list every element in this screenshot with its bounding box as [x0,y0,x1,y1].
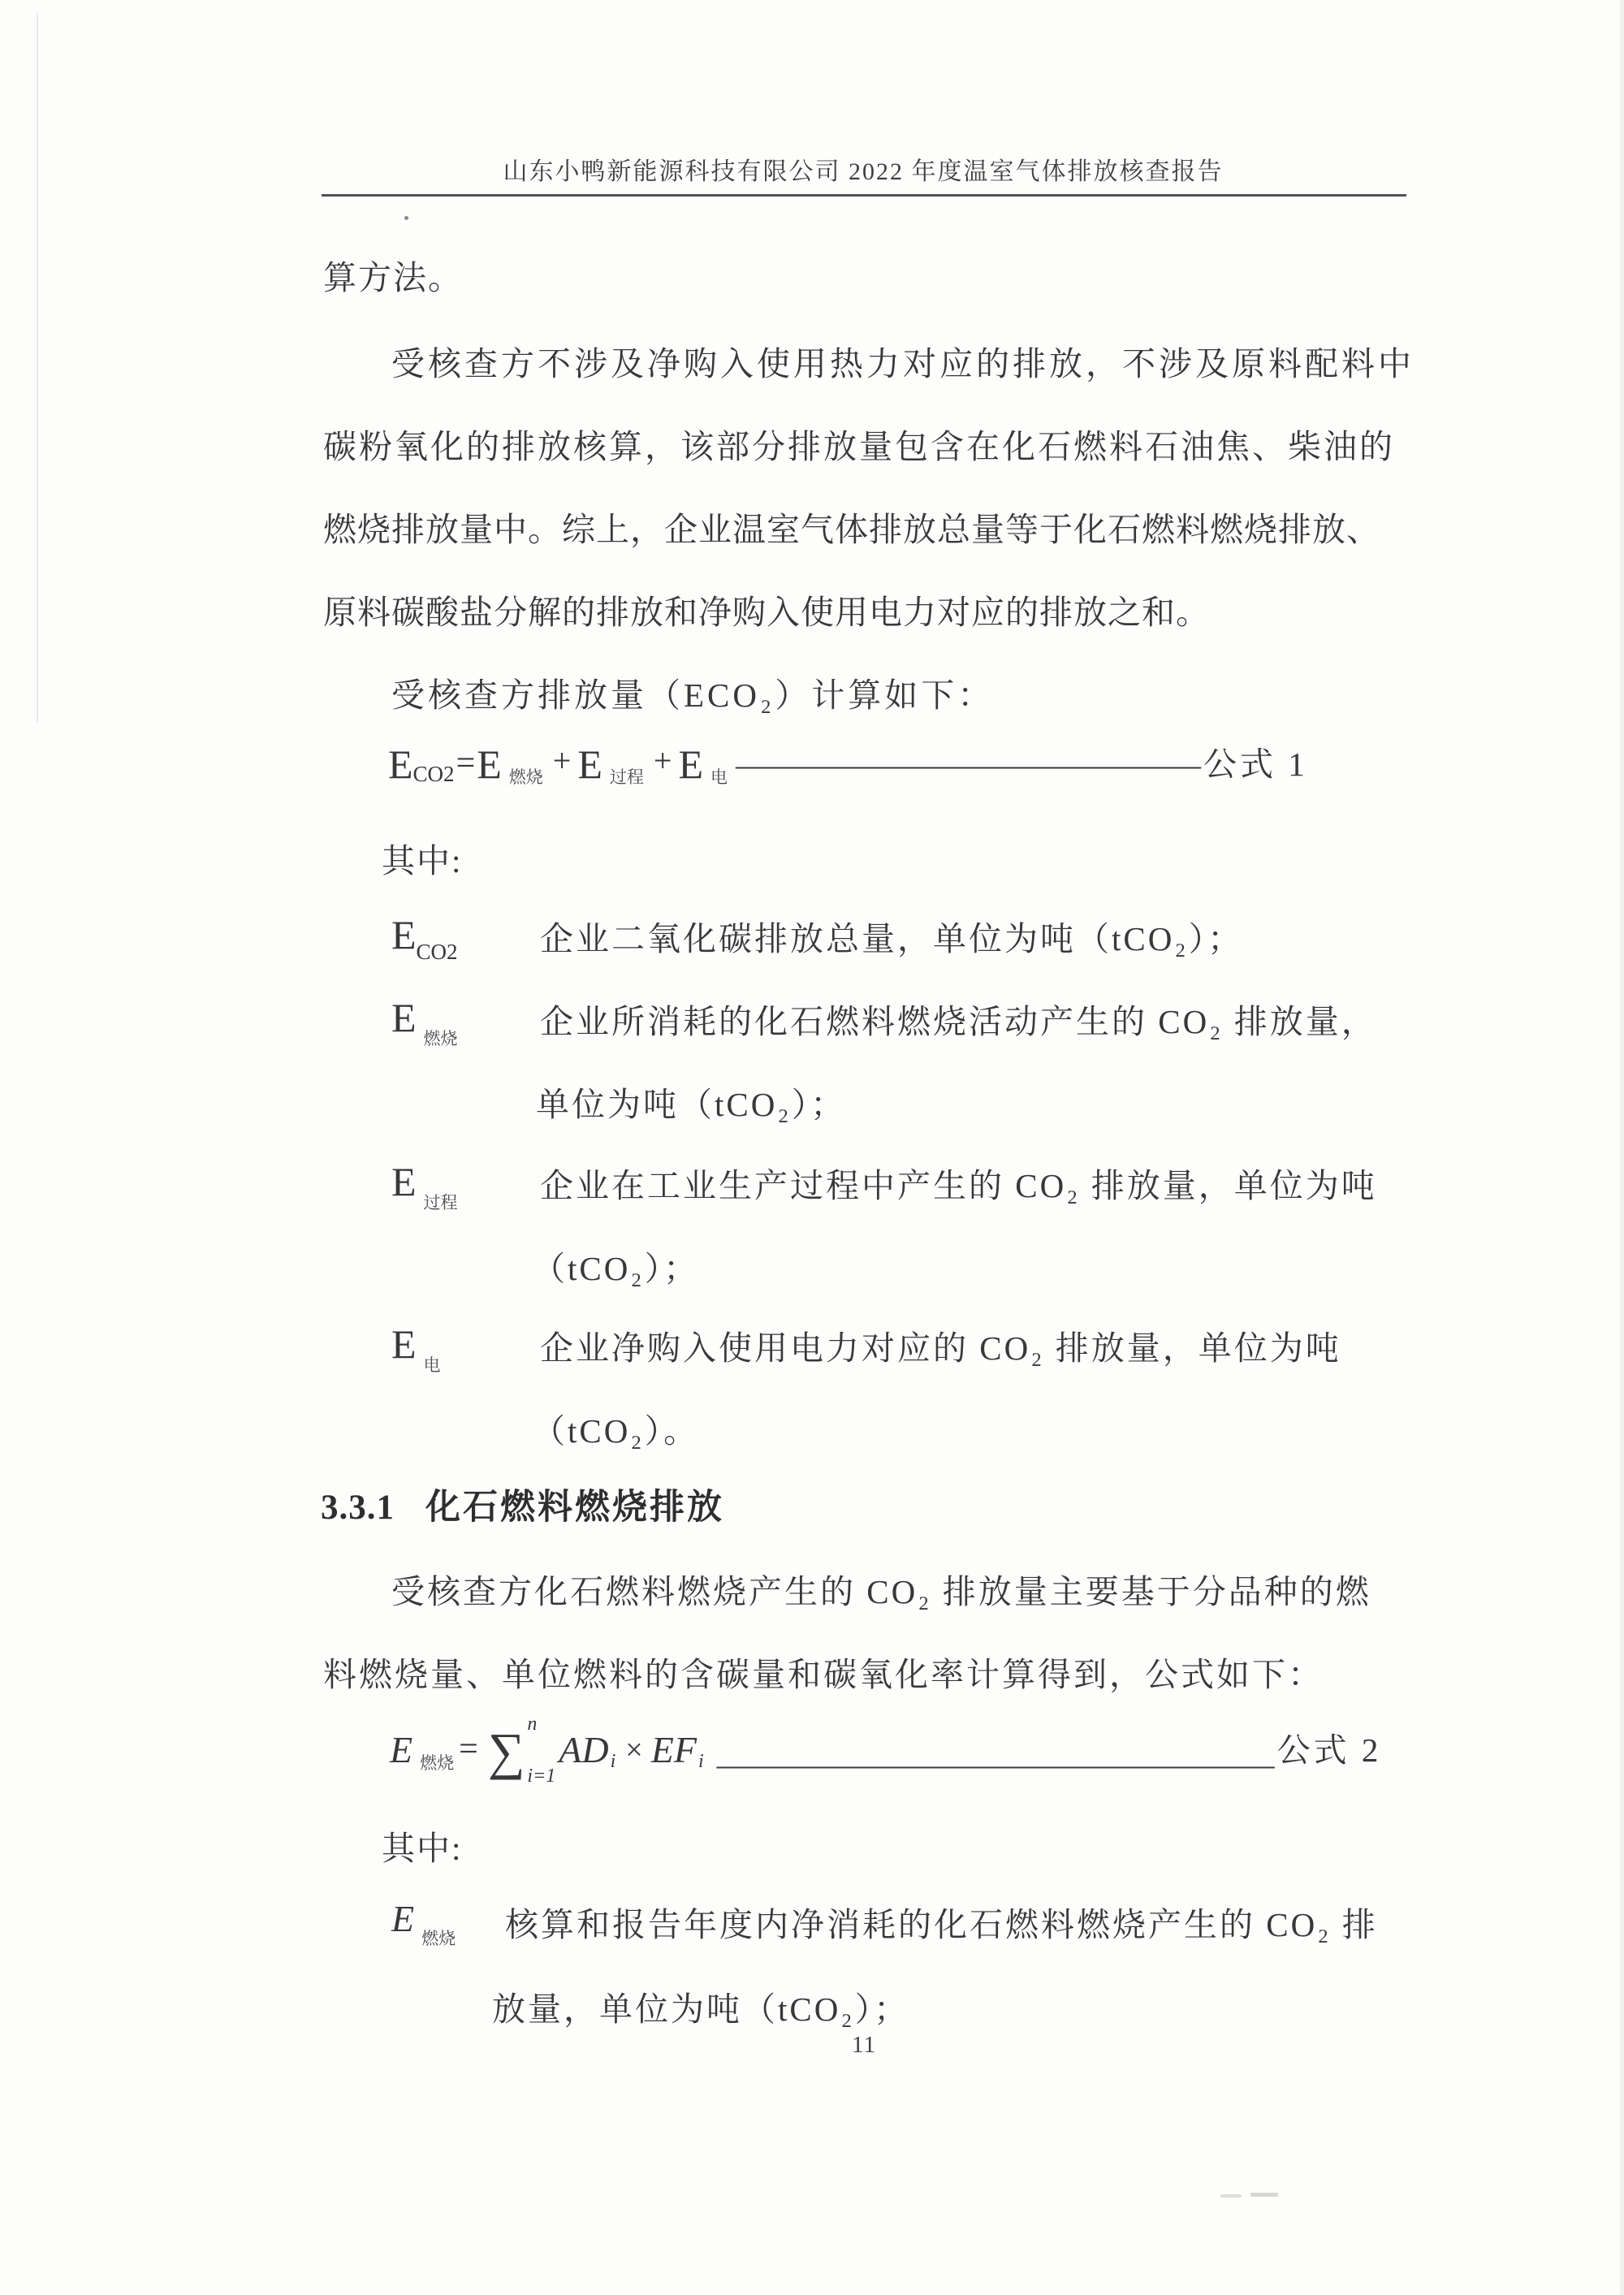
formula-leader-dashes: ——————————————— [736,745,1199,783]
calc-intro-line: 受核查方排放量（ECO₂）计算如下： [391,676,995,714]
term-symbol: E [391,912,417,957]
body-line: 算方法。 [323,259,463,296]
formula2-term-subscript: i [610,1750,616,1772]
formula-leader-dashes: —————————————————— [716,1744,1272,1783]
header-rule [322,194,1406,197]
formula1-term: E [678,741,704,787]
formula1-term-subscript: 过程 [609,767,644,787]
paragraph-line: 受核查方不涉及净购入使用热力对应的排放，不涉及原料配料中 [391,345,1415,382]
running-header: 山东小鸭新能源科技有限公司 2022 年度温室气体排放核查报告 [503,158,1224,185]
definition-term [391,1321,444,1375]
sigma-symbol: ∑ [487,1722,525,1780]
formula1-term: E [477,741,502,787]
multiply-sign: × [625,1732,643,1767]
formula2-term: AD [559,1729,609,1770]
definition-text: 企业二氧化碳排放总量，单位为吨（tCO₂）； [540,920,1244,957]
paragraph-line: 碳粉氧化的排放核算，该部分排放量包含在化石燃料石油焦、柴油的 [323,428,1395,465]
paragraph-line: 受核查方化石燃料燃烧产生的 CO₂ 排放量主要基于分品种的燃 [391,1573,1371,1610]
formula2-lhs-subscript: 燃烧 [420,1753,455,1773]
definition-term [391,1898,459,1948]
definition-text: 企业净购入使用电力对应的 CO₂ 排放量，单位为吨 [540,1329,1341,1367]
term-symbol: E [391,1159,417,1204]
definition-text: （tCO₂）。 [532,1412,700,1450]
formula1-term-subscript: 燃烧 [508,767,543,787]
among-label: 其中: [382,842,463,880]
term-symbol: E [391,1321,417,1367]
equals-sign: = [456,745,476,783]
definition-text: 放量，单位为吨（tCO₂）； [492,1990,910,2028]
formula1-term: E [577,741,603,787]
section-title: 化石燃料燃烧排放 [425,1489,724,1527]
term-subscript: 过程 [423,1193,458,1212]
paragraph-line: 燃烧排放量中。综上，企业温室气体排放总量等于化石燃料燃烧排放、 [323,511,1380,548]
definition-text: 核算和报告年度内净消耗的化石燃料燃烧产生的 CO₂ 排 [505,1906,1378,1943]
scan-artifact-right-edge [1620,0,1624,2295]
definition-text: 企业所消耗的化石燃料燃烧活动产生的 CO₂ 排放量， [540,1003,1377,1040]
scan-artifact-left-line [37,13,38,723]
section-heading [321,1488,724,1529]
plus-sign: + [653,742,672,780]
formula2-label: 公式 2 [1276,1731,1382,1769]
page-number: 11 [852,2032,876,2058]
term-subscript: CO2 [416,940,458,964]
formula2-lhs: E [390,1729,413,1770]
term-symbol: E [391,1898,415,1939]
paragraph-line: 料燃烧量、单位燃料的含碳量和碳氧化率计算得到，公式如下： [323,1656,1324,1693]
formula2-term: EF [650,1729,697,1770]
paragraph-line: 原料碳酸盐分解的排放和净购入使用电力对应的排放之和。 [323,594,1210,631]
term-subscript: 电 [423,1355,441,1375]
among-label: 其中: [382,1830,463,1867]
formula-2 [390,1712,1381,1788]
definition-text: 企业在工业生产过程中产生的 CO₂ 排放量，单位为吨 [540,1167,1377,1204]
term-subscript: 燃烧 [423,1029,458,1048]
term-symbol: E [391,995,417,1040]
formula1-lhs: E [388,741,413,787]
definition-term [391,912,458,964]
formula1-label: 公式 1 [1203,745,1308,783]
section-number: 3.3.1 [321,1489,395,1527]
sum-upper-limit: n [527,1714,538,1735]
sum-lower-limit: i=1 [527,1765,556,1787]
definition-term [391,995,461,1048]
formula1-term-subscript: 电 [710,767,728,787]
term-subscript: 燃烧 [421,1929,456,1948]
definition-term [391,1159,461,1212]
scan-artifact-smudge [1220,2194,1242,2198]
equals-sign: = [459,1731,478,1769]
definition-text: （tCO₂）； [532,1250,700,1287]
summation [488,1712,556,1788]
formula2-term-subscript: i [698,1750,704,1772]
definition-text: 单位为吨（tCO₂）； [536,1086,847,1123]
formula1-lhs-subscript: CO2 [412,762,455,787]
plus-sign: + [552,742,572,780]
formula-1 [388,741,1308,787]
scan-artifact-smudge [1250,2193,1278,2197]
scan-artifact-speck [404,216,408,220]
